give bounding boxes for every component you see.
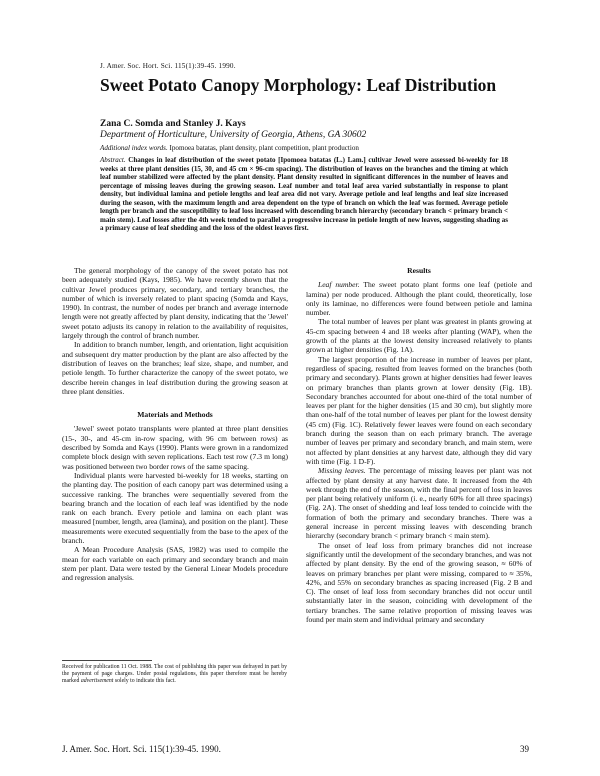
abstract-text: Changes in leaf distribution of the sweet potato [Ipomoea batatas (L.) Lam.] cultivar Jewel were assessed bi-weekly for 18 weeks at three plant densities (15, 30, and 45 cm × 96-cm spacing). The distribution of leaves on the branches and the timing at which leaf number stabilized were affected by the plant density. Plant density resulted in significant differences in the number of leaves and percentage of missing leaves during the growing season. Leaf number and total leaf area varied substantially in response to plant density, but individual lamina and petiole lengths and leaf area did not vary. Average petiole and leaf lengths and leaf size increased during the season, with the maximum length and area dependent on the type of branch on which the leaf was formed. Average petiole length per branch and the susceptibility to leaf loss increased with descending branch hierarchy (secondary branch < primary branch < main stem). Leaf losses after the 4th week tended to parallel a progressive increase in petiole length of new leaves, suggesting shading as a primary cause of leaf shedding and the loss of the oldest leaves first. xyxy=(100,156,508,233)
journal-citation-header: J. Amer. Soc. Hort. Sci. 115(1):39-45. 1990. xyxy=(100,62,236,70)
footnote-text-before: Received for publication 11 Oct. 1988. The cost of publishing this paper was defrayed in part by the payment of page charges. Under postal regulations, this paper therefore must be hereby marked xyxy=(62,664,287,684)
affiliation: Department of Horticulture, University of Georgia, Athens, GA 30602 xyxy=(100,130,367,140)
results-paragraph-3: The largest proportion of the increase in number of leaves per plant, regardless of spacing, resulted from leaves formed on the branches (both primary and secondary). Plants grown at higher densities had fewer leaves on primary branches than plants grown at lower density (Fig. 1B). Secondary branches accounted for about one-third of the total number of leaves per plant for the higher densities (15 and 30 cm), but slightly more than one-half of the total number of leaves per plant for the lowest density (45 cm) (Fig. 1C). Relatively fewer leaves were found on each secondary branch during the season than on each primary branch. The average number of leaves per primary and secondary branch, and main stem, were not affected by plant densities at any harvest date, although they did vary with time (Fig. 1 D-F). xyxy=(306,354,532,466)
results-paragraph-2: The total number of leaves per plant was greatest in plants growing at 45-cm spacing between 4 and 18 weeks after planting (WAP), when the growth of the plants at the lowest density increased relatively to plants grown at higher densities (Fig. 1A). xyxy=(306,317,532,355)
abstract-label: Abstract. xyxy=(100,156,126,164)
footnote-rule xyxy=(62,660,152,661)
methods-paragraph-1: 'Jewel' sweet potato transplants were planted at three plant densities (15-, 30-, and 45-cm in-row spacing, with 96 cm between rows) as described by Somda and Kays (1990). Plants were grown in a randomized complete block design with seven replications. Each test row (7.3 m long) was positioned between two border rows of the same spacing. xyxy=(62,424,288,471)
keywords-label: Additional index words. xyxy=(100,144,168,152)
article-title: Sweet Potato Canopy Morphology: Leaf Distribution xyxy=(100,75,497,95)
results-paragraph-4 xyxy=(306,466,532,540)
results-paragraph-1-text: The sweet potato plant forms one leaf (petiole and lamina) per node produced. Although the plant could, theoretically, lose only its laminae, no differences were found between petiole and lamina number. xyxy=(306,280,532,318)
footer-citation: J. Amer. Soc. Hort. Sci. 115(1):39-45. 1990. xyxy=(62,744,221,754)
results-paragraph-5: The onset of leaf loss from primary branches did not increase significantly until the development of the secondary branches, and was not affected by plant density. By the end of the growing season, ≈ 60% of leaves on primary branches per plant were missing, compared to ≈ 35%, 42%, and 55% on secondary branches as spacing increased (Fig. 2 B and C). The onset of leaf loss from secondary branches did not occur until substantially later in the season, coinciding with development of the tertiary branches. The same relative proportion of missing leaves was found per main stem and individual primary and secondary xyxy=(306,540,532,624)
leaf-number-label: Leaf number. xyxy=(318,280,360,290)
left-column xyxy=(62,266,288,583)
keywords-text: Ipomoea batatas, plant density, plant competition, plant production xyxy=(169,144,359,152)
results-paragraph-4-text: The percentage of missing leaves per plant was not affected by plant density at any harvest date. It increased from the 4th week through the end of the season, with the final percent of loss in leaves per plant being relatively uniform (i. e., nearly 60% for all three spacings) (Fig. 2A). The onset of shedding and leaf loss tended to coincide with the formation of both the primary and secondary branches. There was a general increase in percent missing leaves with descending branch hierarchy (secondary branch < primary branch < main stem). xyxy=(306,466,532,541)
intro-paragraph-1: The general morphology of the canopy of the sweet potato has not been adequately studied (Kays, 1985). We have recently shown that the cultivar Jewel produces primary, secondary, and tertiary branches, the number of which is inversely related to plant spacing (Somda and Kays, 1990). In contrast, the number of nodes per branch and average internode length were not greatly affected by plant density, indicating that the 'Jewel' sweet potato adjusts its canopy in relation to the availability of requisites, largely through the control of branch number. xyxy=(62,266,288,341)
footnote-text-after: solely to indicate this fact. xyxy=(114,678,176,684)
intro-paragraph-2: In addition to branch number, length, and orientation, light acquisition and subsequent dry matter production by the plant are also affected by the distribution of leaves on the branches; leaf size, shape, and number, and petiole length. To further characterize the canopy of the sweet potato, we describe herein changes in leaf distribution during the growing season at three plant densities. xyxy=(62,340,288,396)
methods-paragraph-2: Individual plants were harvested bi-weekly for 18 weeks, starting on the planting day. The position of each canopy part was determined using a successive ranking. The branches were sequentially severed from the bearing branch and the location of each leaf was identified by the node rank on each branch. Every petiole and lamina on each plant was measured [number, length, area (lamina), and position on the plant]. These measurements were executed sequentially from the base to the apex of the branch. xyxy=(62,470,288,546)
right-column xyxy=(306,266,532,624)
footnote xyxy=(62,664,287,685)
methods-paragraph-3: A Mean Procedure Analysis (SAS, 1982) was used to compile the mean for each variable on each primary and secondary branch and main stem per plant. Data were tested by the General Linear Models procedure and regression analysis. xyxy=(62,545,288,583)
results-heading: Results xyxy=(407,266,431,275)
missing-leaves-label: Missing leaves. xyxy=(318,466,366,476)
keywords xyxy=(100,144,359,152)
footnote-emphasis: advertisement xyxy=(80,678,114,684)
page-number: 39 xyxy=(520,744,529,754)
abstract xyxy=(100,156,508,233)
methods-heading: Materials and Methods xyxy=(137,410,213,420)
authors: Zana C. Somda and Stanley J. Kays xyxy=(100,119,246,129)
results-paragraph-1 xyxy=(306,280,532,317)
